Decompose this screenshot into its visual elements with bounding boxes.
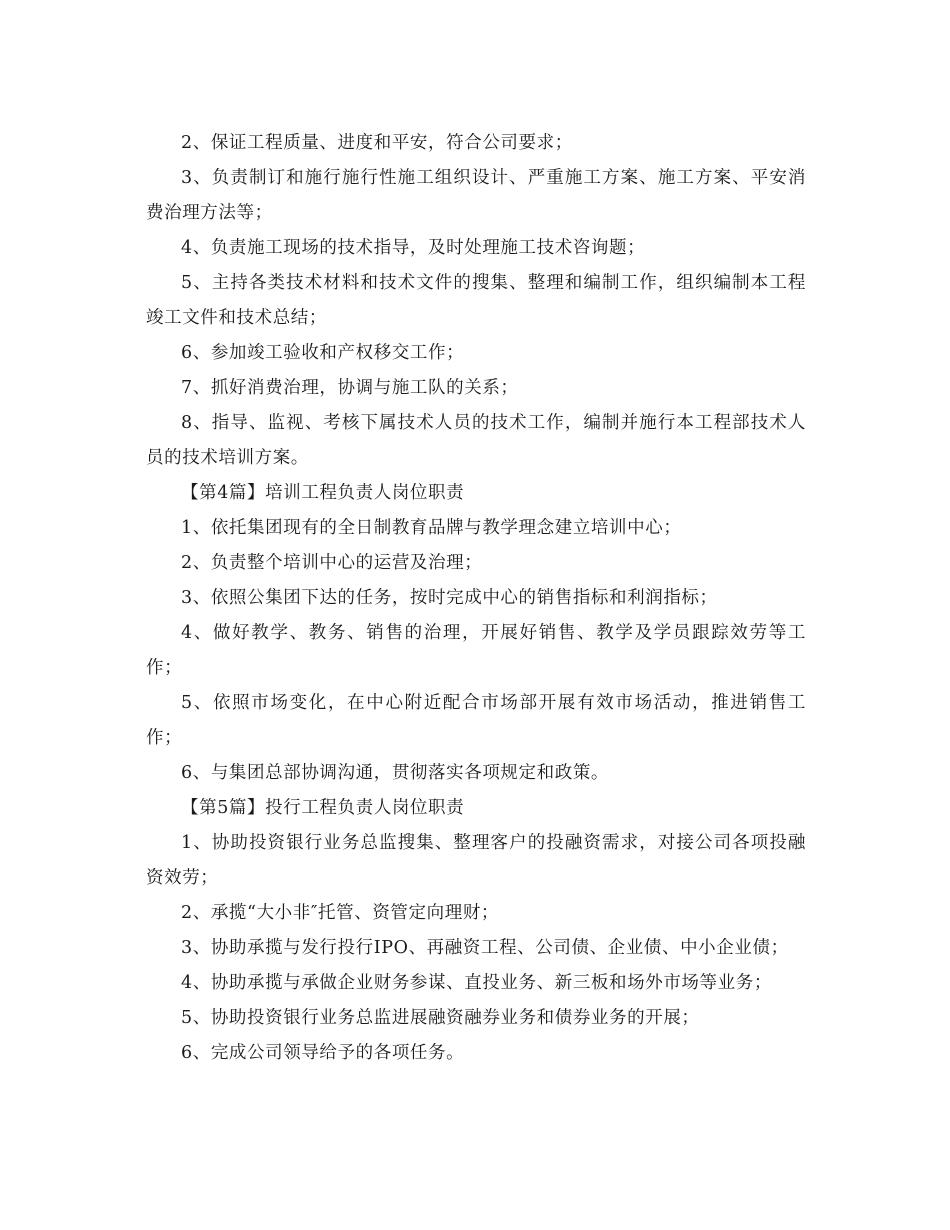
paragraph-ib-6: 6、完成公司领导给予的各项任务。 [181,1043,465,1063]
paragraph-training-5: 5、依照市场变化，在中心附近配合市场部开展有效市场活动，推进销售工作； [146,693,806,748]
paragraph-duty-8: 8、指导、监视、考核下属技术人员的技术工作，编制并施行本工程部技术人员的技术培训方案。 [146,413,806,468]
document-body [146,126,806,1071]
paragraph-ib-3: 3、协助承揽与发行投行IPO、再融资工程、公司债、企业债、中小企业债； [181,938,789,958]
paragraph-duty-2: 2、保证工程质量、进度和平安，符合公司要求； [181,133,573,153]
paragraph-training-3: 3、依照公集团下达的任务，按时完成中心的销售指标和利润指标； [181,588,718,608]
paragraph-training-6: 6、与集团总部协调沟通，贯彻落实各项规定和政策。 [181,763,610,783]
paragraph-duty-7: 7、抓好消费治理，协调与施工队的关系； [181,378,519,398]
section-heading-5: 【第5篇】投行工程负责人岗位职责 [181,798,465,818]
paragraph-duty-5: 5、主持各类技术材料和技术文件的搜集、整理和编制工作，组织编制本工程竣工文件和技术总结； [146,273,806,328]
paragraph-ib-4: 4、协助承揽与承做企业财务参谋、直投业务、新三板和场外市场等业务； [181,973,772,993]
paragraph-duty-4: 4、负责施工现场的技术指导，及时处理施工技术咨询题； [181,238,646,258]
paragraph-ib-2: 2、承揽“大小非″托管、资管定向理财； [181,903,500,923]
paragraph-duty-6: 6、参加竣工验收和产权移交工作； [181,343,465,363]
paragraph-ib-5: 5、协助投资银行业务总监进展融资融券业务和债券业务的开展； [181,1008,700,1028]
paragraph-training-4: 4、做好教学、教务、销售的治理，开展好销售、教学及学员跟踪效劳等工作； [146,623,806,678]
paragraph-duty-3: 3、负责制订和施行施行性施工组织设计、严重施工方案、施工方案、平安消费治理方法等； [146,168,806,223]
paragraph-ib-1: 1、协助投资银行业务总监搜集、整理客户的投融资需求，对接公司各项投融资效劳； [146,833,806,888]
paragraph-training-2: 2、负责整个培训中心的运营及治理； [181,553,483,573]
section-heading-4: 【第4篇】培训工程负责人岗位职责 [181,483,465,503]
paragraph-training-1: 1、依托集团现有的全日制教育品牌与教学理念建立培训中心； [181,518,682,538]
